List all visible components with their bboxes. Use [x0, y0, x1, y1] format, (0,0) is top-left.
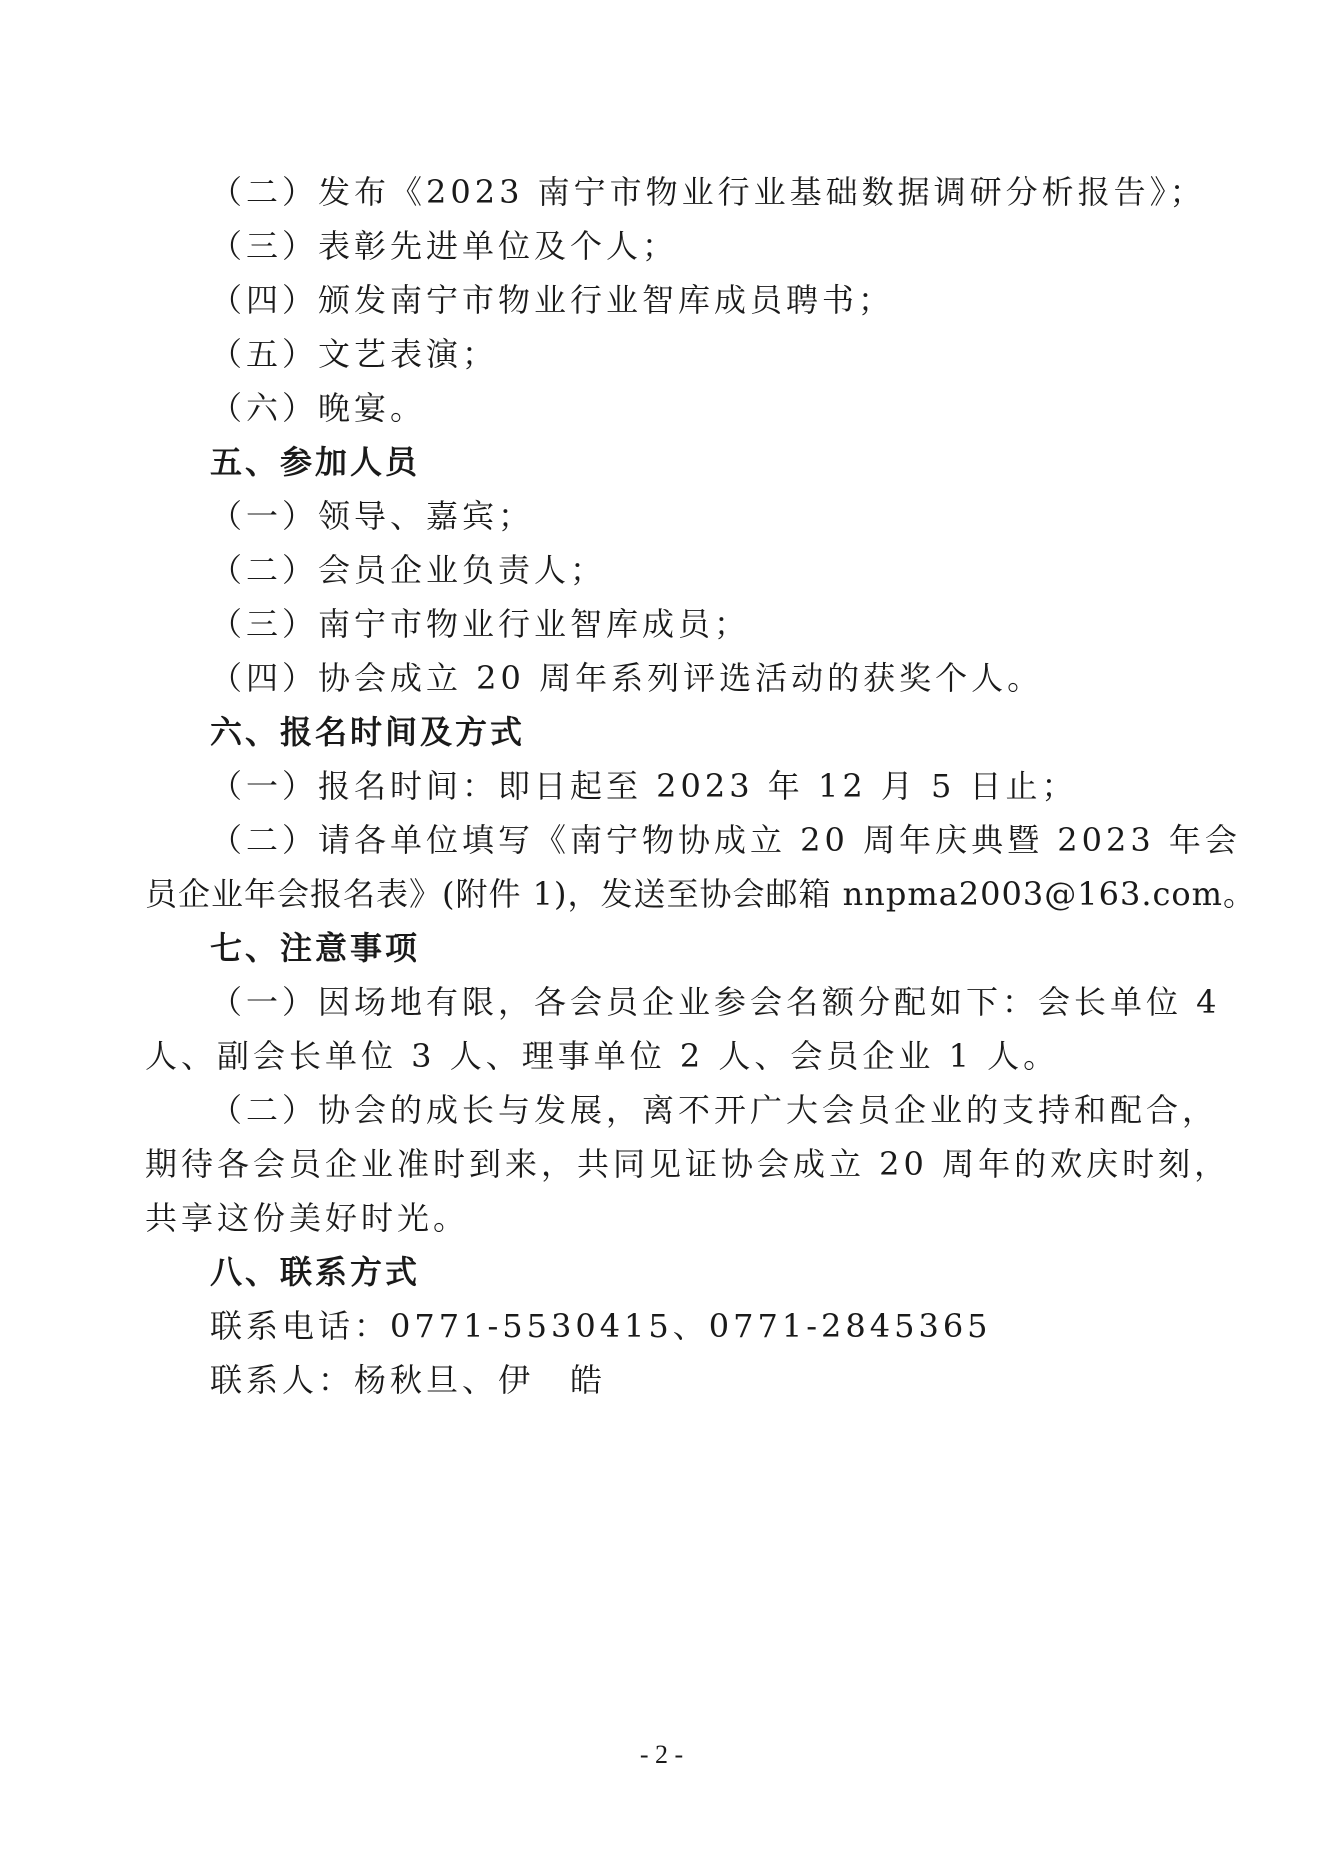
section-heading-registration: 六、报名时间及方式: [210, 713, 526, 751]
agenda-item: （四）颁发南宁市物业行业智库成员聘书；: [210, 281, 895, 319]
agenda-item: （五）文艺表演；: [210, 335, 499, 373]
notes-paragraph-line: 共享这份美好时光。: [145, 1199, 470, 1237]
notes-paragraph-line: （一）因场地有限，各会员企业参会名额分配如下：会长单位 4: [210, 983, 1221, 1021]
participant-item: （二）会员企业负责人；: [210, 551, 607, 589]
participant-item: （一）领导、嘉宾；: [210, 497, 535, 535]
section-heading-participants: 五、参加人员: [210, 443, 421, 481]
agenda-item: （二）发布《2023 南宁市物业行业基础数据调研分析报告》；: [210, 173, 1206, 211]
section-heading-notes: 七、注意事项: [210, 929, 421, 967]
agenda-item: （三）表彰先进单位及个人；: [210, 227, 679, 265]
agenda-item: （六）晚宴。: [210, 389, 427, 427]
registration-time: （一）报名时间：即日起至 2023 年 12 月 5 日止；: [210, 767, 1078, 805]
registration-method-line: 员企业年会报名表》(附件 1)，发送至协会邮箱 nnpma2003@163.com。: [145, 875, 1257, 913]
page-number: - 2 -: [639, 1740, 684, 1769]
notes-paragraph-line: （二）协会的成长与发展，离不开广大会员企业的支持和配合，: [210, 1091, 1219, 1129]
contact-persons: 联系人：杨秋旦、伊 皓: [210, 1361, 607, 1399]
contact-phone: 联系电话：0771-5530415、0771-2845365: [210, 1307, 992, 1345]
participant-item: （三）南宁市物业行业智库成员；: [210, 605, 751, 643]
section-heading-contact: 八、联系方式: [210, 1253, 421, 1291]
registration-method-line: （二）请各单位填写《南宁物协成立 20 周年庆典暨 2023 年会: [210, 821, 1241, 859]
notes-paragraph-line: 期待各会员企业准时到来，共同见证协会成立 20 周年的欢庆时刻，: [145, 1145, 1231, 1183]
participant-item: （四）协会成立 20 周年系列评选活动的获奖个人。: [210, 659, 1044, 697]
notes-paragraph-line: 人、副会长单位 3 人、理事单位 2 人、会员企业 1 人。: [145, 1037, 1060, 1075]
